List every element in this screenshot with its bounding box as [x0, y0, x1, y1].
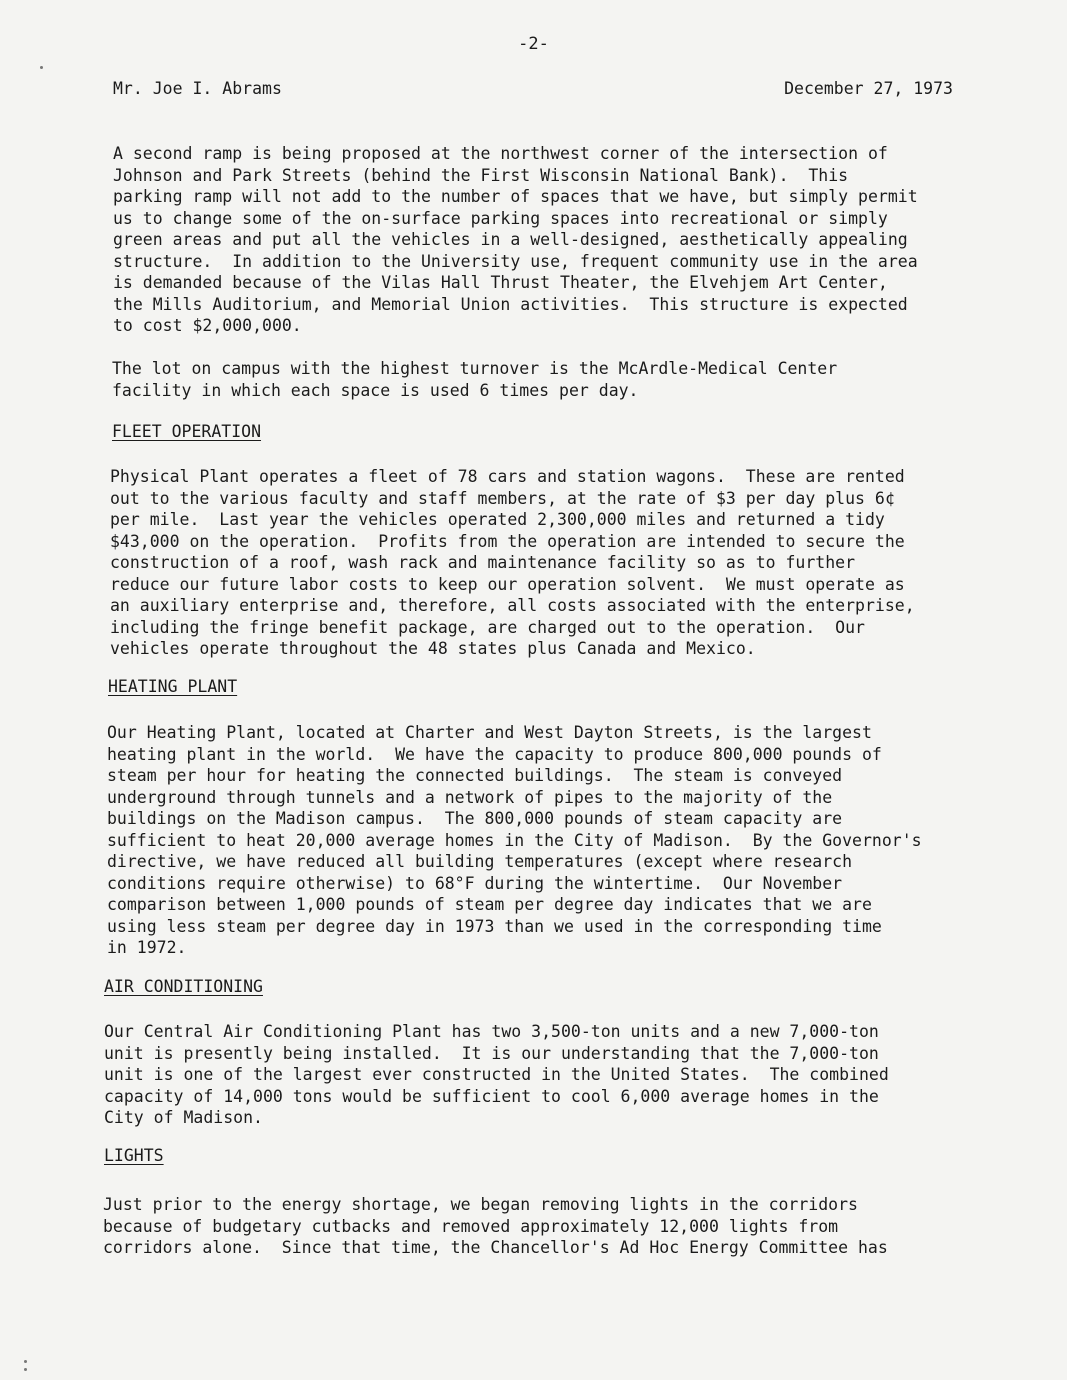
text-line: A second ramp is being proposed at the northwest corner of the intersection of: [113, 144, 888, 163]
text-line: unit is presently being installed. It is our understanding that the 7,000-ton: [104, 1043, 879, 1063]
text-line: heating plant in the world. We have the capacity to produce 800,000 pounds of: [107, 744, 882, 764]
text-line: directive, we have reduced all building temperatures (except where research: [107, 852, 853, 871]
text-line: corridors alone. Since that time, the Chancellor's Ad Hoc Energy Committee has: [103, 1238, 888, 1257]
scan-speck: [40, 66, 43, 69]
heading-heating-plant: HEATING PLANT: [108, 677, 238, 696]
text-line: an auxiliary enterprise and, therefore, all costs associated with the enterprise,: [110, 596, 915, 615]
text-line: Physical Plant operates a fleet of 78 cars and station wagons. These are rented: [110, 467, 905, 486]
text-line: facility in which each space is used 6 times per day.: [112, 380, 639, 400]
letter-header: [113, 79, 953, 98]
text-line: unit is one of the largest ever constructed in the United States. The combined: [104, 1065, 889, 1084]
text-line: structure. In addition to the University use, frequent community use in the area: [113, 251, 918, 271]
text-line: out to the various faculty and staff members, at the rate of $3 per day plus 6¢: [110, 488, 895, 508]
text-line: sufficient to heat 20,000 average homes in the City of Madison. By the Governor's: [107, 830, 922, 850]
text-line: Our Heating Plant, located at Charter and West Dayton Streets, is the largest: [107, 723, 872, 742]
scan-speck: [24, 1360, 27, 1363]
scan-speck: [24, 1368, 27, 1371]
paragraph-lot-turnover: [112, 358, 837, 401]
text-line: is demanded because of the Vilas Hall Thrust Theater, the Elvehjem Art Center,: [113, 273, 888, 292]
text-line: in 1972.: [107, 938, 187, 957]
heading-fleet-operation: FLEET OPERATION: [112, 422, 262, 441]
text-line: $43,000 on the operation. Profits from the operation are intended to secure the: [110, 531, 905, 551]
text-line: construction of a roof, wash rack and maintenance facility so as to further: [110, 553, 856, 572]
paragraph-fleet-operation: [110, 466, 915, 660]
page-number: -2-: [518, 34, 549, 54]
text-line: to cost $2,000,000.: [113, 316, 302, 335]
text-line: including the fringe benefit package, are charged out to the operation. Our: [110, 617, 865, 637]
text-line: Our Central Air Conditioning Plant has two 3,500-ton units and a new 7,000-ton: [104, 1022, 879, 1041]
text-line: because of budgetary cutbacks and removed approximately 12,000 lights from: [103, 1216, 839, 1236]
heading-lights: LIGHTS: [104, 1146, 164, 1165]
text-line: underground through tunnels and a network of pipes to the majority of the: [107, 787, 833, 807]
paragraph-lights: [103, 1194, 888, 1259]
recipient-name: Mr. Joe I. Abrams: [113, 79, 282, 98]
text-line: reduce our future labor costs to keep our operation solvent. We must operate as: [110, 574, 905, 594]
text-line: green areas and put all the vehicles in a well-designed, aesthetically appealing: [113, 230, 908, 249]
text-line: The lot on campus with the highest turnover is the McArdle-Medical Center: [112, 359, 838, 378]
text-line: per mile. Last year the vehicles operated 2,300,000 miles and returned a tidy: [110, 510, 885, 529]
paragraph-air-conditioning: [104, 1021, 889, 1129]
letter-date: December 27, 1973: [784, 79, 953, 98]
text-line: vehicles operate throughout the 48 states plus Canada and Mexico.: [110, 639, 756, 658]
text-line: Johnson and Park Streets (behind the First Wisconsin National Bank). This: [113, 165, 849, 185]
text-line: City of Madison.: [104, 1108, 263, 1127]
heading-air-conditioning: AIR CONDITIONING: [104, 977, 263, 996]
text-line: using less steam per degree day in 1973 than we used in the corresponding time: [107, 916, 882, 936]
text-line: buildings on the Madison campus. The 800,000 pounds of steam capacity are: [107, 809, 843, 828]
text-line: steam per hour for heating the connected buildings. The steam is conveyed: [107, 766, 843, 785]
text-line: comparison between 1,000 pounds of steam per degree day indicates that we are: [107, 895, 872, 914]
text-line: the Mills Auditorium, and Memorial Union activities. This structure is expected: [113, 294, 908, 314]
paragraph-second-ramp: [113, 143, 918, 337]
paragraph-heating-plant: [107, 722, 922, 959]
text-line: capacity of 14,000 tons would be sufficient to cool 6,000 average homes in the: [104, 1086, 879, 1106]
text-line: parking ramp will not add to the number of spaces that we have, but simply permit: [113, 187, 918, 206]
text-line: us to change some of the on-surface parking spaces into recreational or simply: [113, 208, 888, 228]
text-line: Just prior to the energy shortage, we began removing lights in the corridors: [103, 1195, 858, 1214]
text-line: conditions require otherwise) to 68°F during the wintertime. Our November: [107, 873, 843, 893]
